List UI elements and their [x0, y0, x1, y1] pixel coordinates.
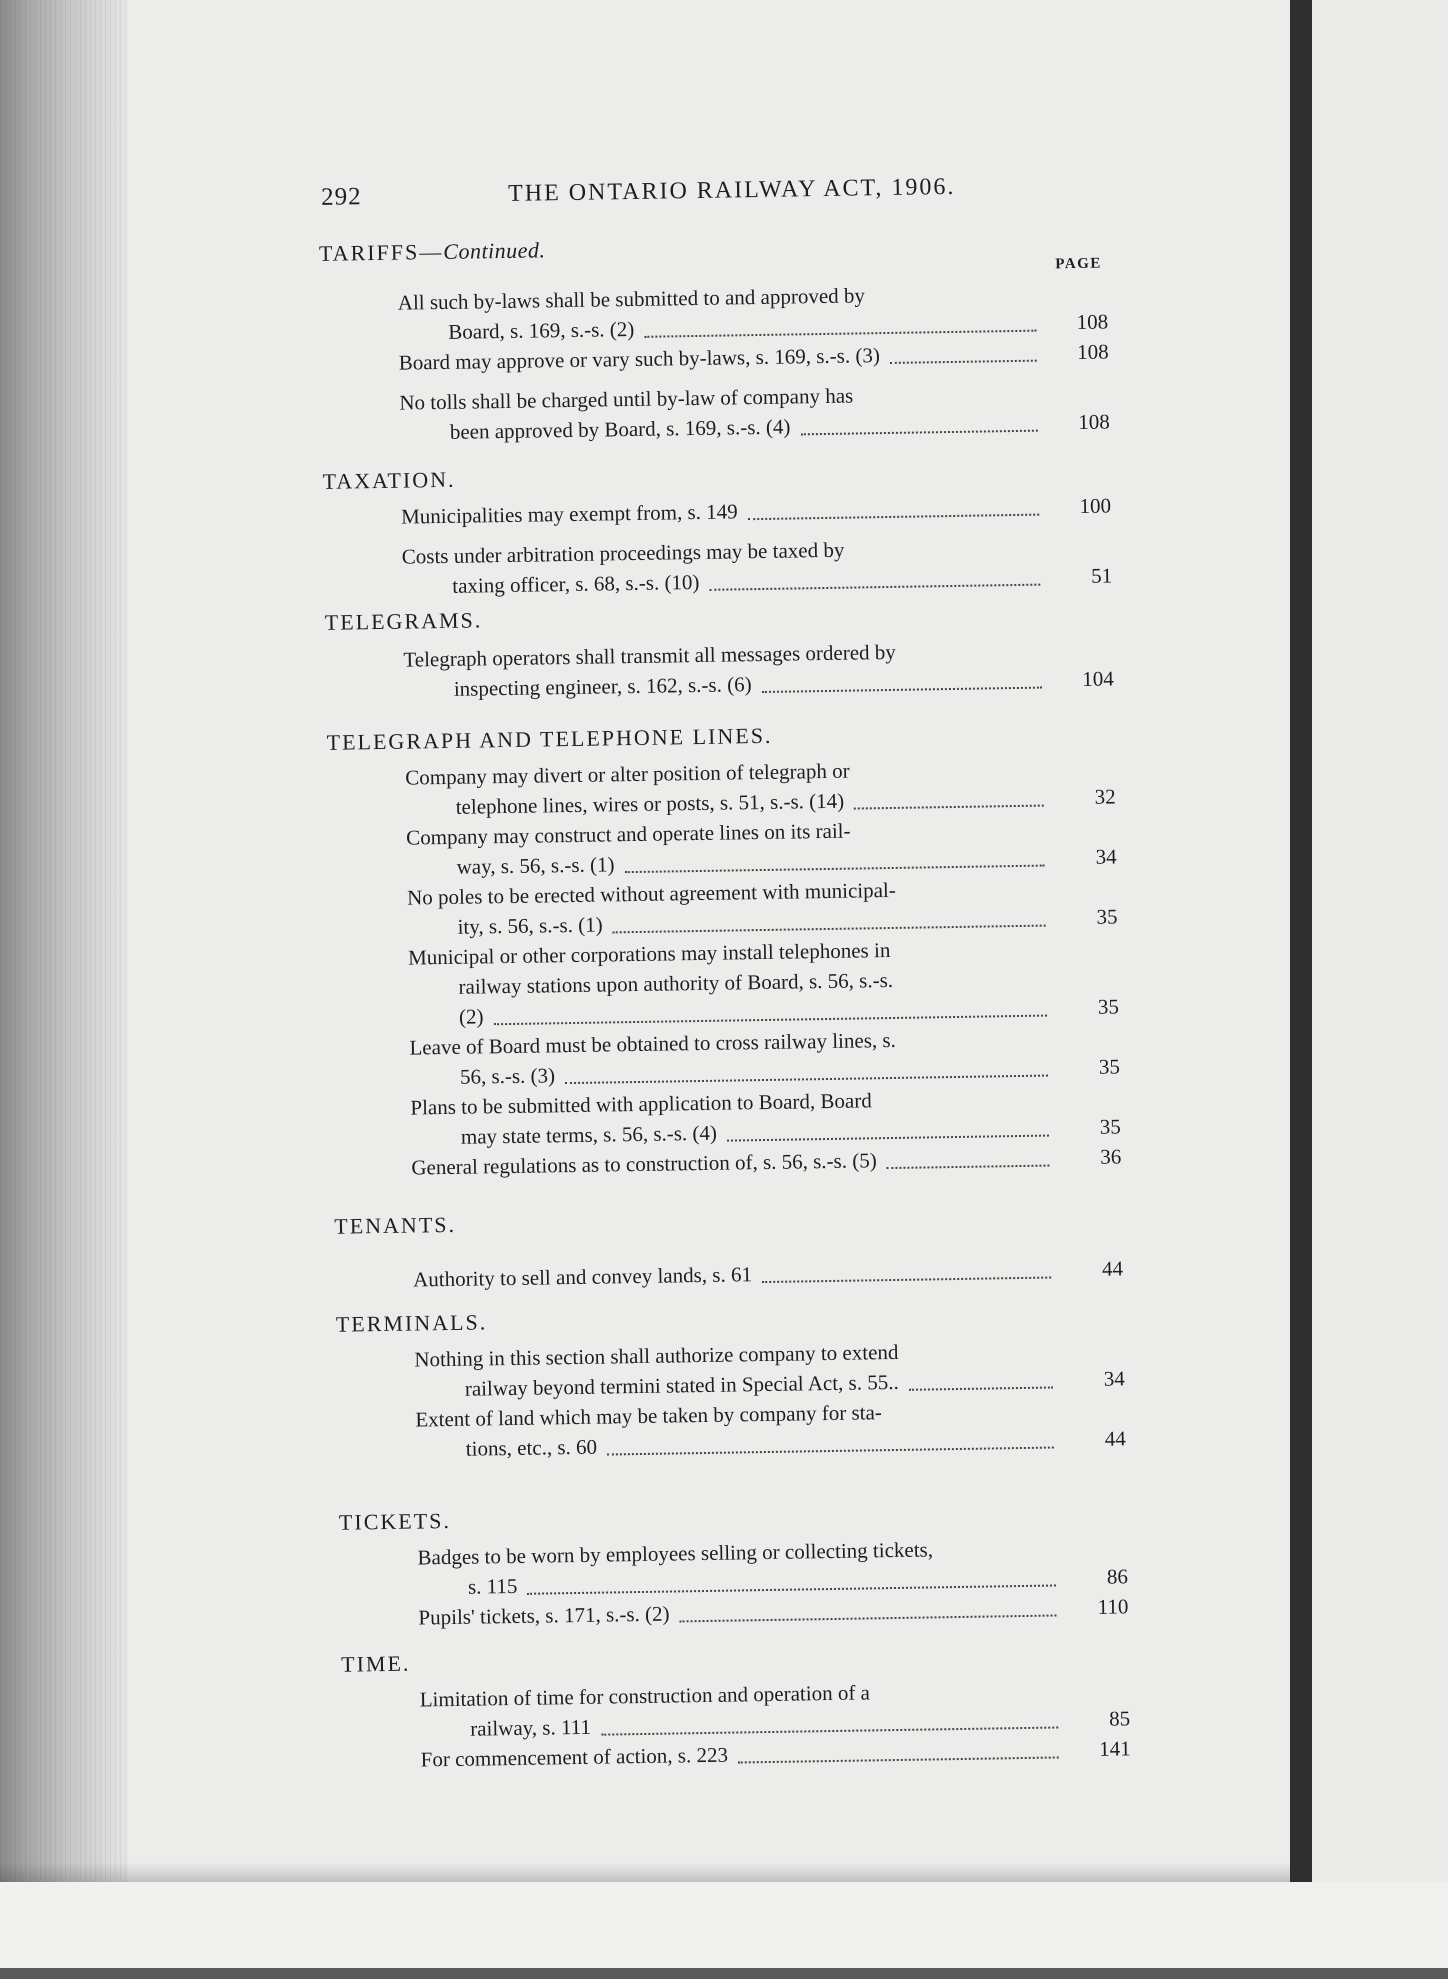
index-entry [408, 931, 1119, 1032]
section-heading-text: TICKETS. [338, 1507, 452, 1535]
dot-leader [727, 1135, 1049, 1142]
dot-leader [738, 1756, 1059, 1763]
entry-page-number: 44 [1101, 1256, 1124, 1281]
entry-page-number: 35 [1098, 1054, 1121, 1079]
dot-leader [613, 925, 1046, 934]
entry-text-line: Company may construct and operate lines on its rail- [406, 818, 851, 850]
dot-leader [709, 584, 1040, 591]
section-heading [339, 1508, 451, 1536]
entry-page-number: 36 [1100, 1144, 1122, 1169]
index-entry [409, 1021, 1120, 1092]
entry-text-line: Leave of Board must be obtained to cross railway lines, s. [409, 1027, 897, 1060]
index-entry [401, 490, 1111, 531]
section-heading-text: TAXATION. [322, 466, 456, 494]
entry-text-line: way, s. 56, s.-s. (1) [456, 852, 615, 879]
entry-text-line: Board may approve or vary such by-laws, s. 169, s.-s. (3) [398, 343, 881, 375]
dot-leader [625, 865, 1045, 874]
entry-text-line: railway, s. 111 [470, 1714, 592, 1741]
dot-leader [748, 514, 1039, 521]
page-number: 292 [320, 183, 362, 211]
entry-page-number: 108 [1076, 339, 1109, 365]
section-heading [341, 1651, 411, 1678]
page-header [0, 166, 1436, 229]
section-heading [319, 237, 546, 267]
dot-leader [644, 330, 1036, 338]
entry-text-line: Plans to be submitted with application to Board, Board [410, 1088, 872, 1120]
entry-text-line: Company may divert or alter position of telegraph or [405, 758, 850, 790]
entry-text-line: Municipal or other corporations may install telephones in [407, 938, 891, 970]
entry-text-line: Nothing in this section shall authorize company to extend [414, 1339, 899, 1372]
index-entry [398, 277, 1109, 348]
entry-text-line: telephone lines, wires or posts, s. 51, s.-s. (14) [455, 788, 845, 819]
section-heading-text: TARIFFS— [318, 238, 444, 266]
index-entry [402, 530, 1113, 601]
entry-text-line: taxing officer, s. 68, s.-s. (10) [452, 569, 700, 598]
entry-text-line: Telegraph operators shall transmit all messages ordered by [403, 639, 896, 672]
dot-leader [886, 1165, 1049, 1170]
entry-page-number: 100 [1079, 493, 1112, 518]
entry-text-line: ity, s. 56, s.-s. (1) [457, 912, 603, 939]
entry-page-number: 104 [1082, 666, 1114, 691]
index-entry [399, 377, 1110, 448]
section-heading [326, 723, 772, 756]
entry-page-number: 35 [1099, 1114, 1122, 1139]
index-entry [413, 1253, 1123, 1294]
entry-text-line: (2) [458, 1004, 484, 1029]
entry-text-line: railway beyond termini stated in Special Act, s. 55.. [464, 1369, 899, 1401]
section-heading [334, 1212, 456, 1240]
entry-page-number: 108 [1076, 309, 1109, 335]
entry-text-line: s. 115 [467, 1573, 518, 1599]
section-heading-continued: Continued. [443, 237, 546, 264]
entry-text-line: been approved by Board, s. 169, s.-s. (4) [449, 414, 791, 444]
section-heading-text: TERMINALS. [335, 1309, 488, 1337]
index-entry [410, 1081, 1121, 1152]
entry-text-line: may state terms, s. 56, s.-s. (4) [460, 1120, 718, 1149]
entry-text-line: Municipalities may exempt from, s. 149 [400, 499, 738, 529]
dot-leader [762, 1277, 1051, 1284]
entry-text-line: No poles to be erected without agreement with municipal- [406, 877, 896, 910]
entry-text-line: Extent of land which may be taken by company for sta- [415, 1400, 883, 1432]
section-heading-text: TENANTS. [334, 1211, 457, 1239]
entry-text-line: 56, s.-s. (3) [459, 1063, 556, 1089]
index-entry [420, 1673, 1131, 1744]
index-entry [407, 871, 1118, 942]
running-title: THE ONTARIO RAILWAY ACT, 1906. [507, 173, 956, 207]
entry-text-line: tions, etc., s. 60 [465, 1434, 598, 1461]
section-heading [336, 1309, 488, 1337]
index-entry [415, 1393, 1126, 1464]
dot-leader [801, 430, 1038, 436]
entry-text-line: For commencement of action, s. 223 [420, 1742, 729, 1772]
entry-page-number: 141 [1098, 1736, 1131, 1761]
section-heading [325, 607, 483, 635]
entry-text-line: Badges to be worn by employees selling or collecting tickets, [417, 1537, 934, 1570]
index-entry [405, 751, 1116, 822]
section-heading-text: TELEGRAPH AND TELEPHONE LINES. [326, 722, 773, 755]
entry-page-number: 108 [1078, 409, 1110, 434]
entry-text-line: railway stations upon authority of Board, s. 56, s.-s. [458, 967, 894, 999]
entry-page-number: 34 [1103, 1366, 1125, 1391]
entry-page-number: 35 [1096, 904, 1118, 929]
entry-text-line: All such by-laws shall be submitted to and approved by [397, 283, 866, 315]
entry-page-number: 110 [1097, 1594, 1129, 1619]
entry-text-line: Costs under arbitration proceedings may be taxed by [401, 537, 845, 569]
entry-text-line: No tolls shall be charged until by-law of company has [399, 383, 854, 415]
entry-text-line: Pupils' tickets, s. 171, s.-s. (2) [418, 1601, 670, 1630]
dot-leader [890, 360, 1037, 364]
entry-page-number: 32 [1094, 784, 1116, 809]
entry-page-number: 44 [1104, 1426, 1126, 1451]
dot-leader [601, 1726, 1058, 1735]
entry-page-number: 85 [1108, 1706, 1131, 1731]
dot-leader [680, 1614, 1057, 1622]
page-column-label: PAGE [1055, 255, 1102, 273]
dot-leader [854, 805, 1044, 810]
index-entry [403, 633, 1114, 704]
index-entry [417, 1531, 1128, 1602]
section-heading-text: TIME. [340, 1650, 411, 1677]
dot-leader [762, 687, 1042, 693]
entry-text-line: Authority to sell and convey lands, s. 61 [412, 1262, 753, 1292]
section-heading [322, 467, 455, 495]
dot-leader [607, 1447, 1054, 1456]
entry-text-line: Board, s. 169, s.-s. (2) [448, 316, 635, 344]
dot-leader [909, 1387, 1053, 1391]
entry-text-line: General regulations as to construction of, s. 56, s.-s. (5) [411, 1148, 877, 1180]
index-entry [406, 811, 1117, 882]
index-entry [414, 1333, 1125, 1404]
entry-text-line: inspecting engineer, s. 162, s.-s. (6) [453, 672, 752, 701]
entry-page-number: 34 [1095, 844, 1117, 869]
entry-page-number: 51 [1090, 563, 1113, 588]
section-heading-text: TELEGRAMS. [324, 607, 483, 635]
entry-text-line: Limitation of time for construction and operation of a [419, 1680, 871, 1712]
entry-page-number: 86 [1106, 1564, 1129, 1589]
entry-page-number: 35 [1097, 994, 1120, 1019]
